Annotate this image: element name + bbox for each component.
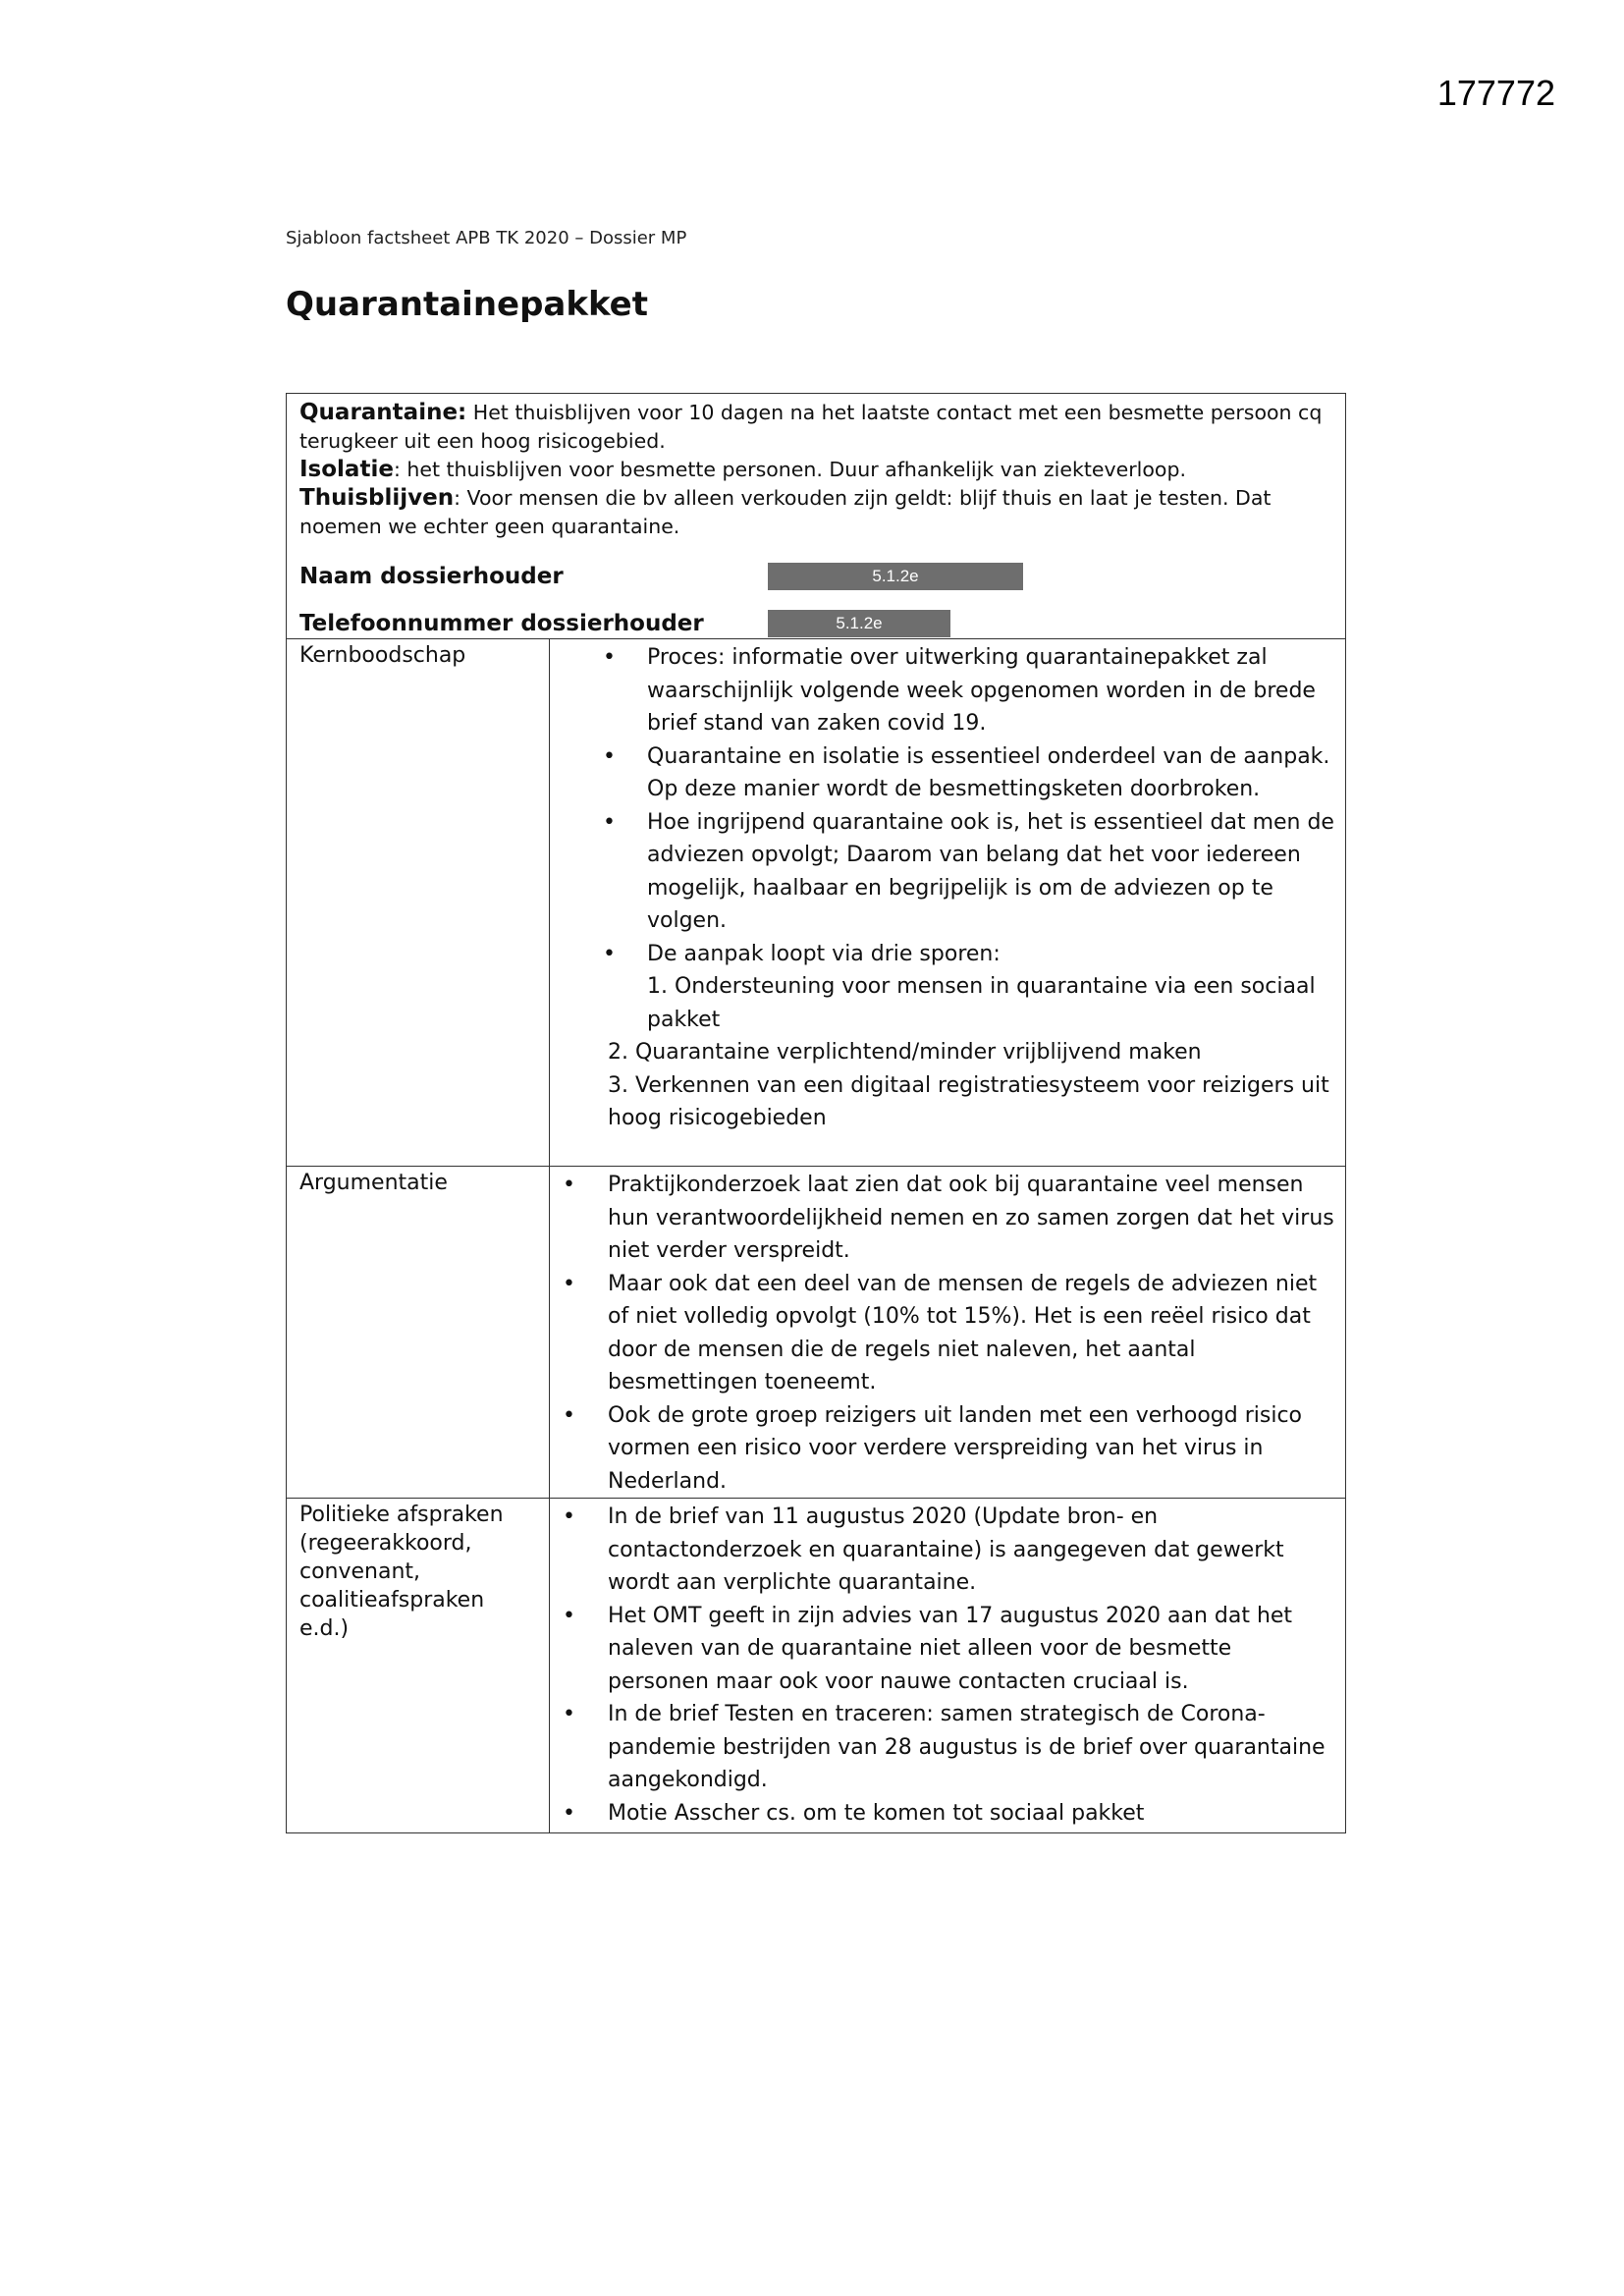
row-argumentatie	[287, 1167, 1345, 1499]
row-kernboodschap	[287, 639, 1345, 1167]
definition-isolatie	[299, 456, 1332, 484]
definition-text: : het thuisblijven voor besmette personen. Duur afhankelijk van ziekteverloop.	[393, 458, 1186, 481]
row-body-politieke-afspraken	[550, 1499, 1345, 1832]
definition-text: Het thuisblijven voor 10 dagen na het laatste contact met een besmette persoon cq terugkeer uit een hoog risicogebied.	[299, 401, 1323, 453]
factsheet-table	[286, 393, 1346, 1833]
row-body-argumentatie	[550, 1167, 1345, 1498]
term-quarantaine: Quarantaine:	[299, 400, 467, 425]
document-title: Quarantainepakket	[286, 285, 648, 324]
list-item: • De aanpak loopt via drie sporen:	[550, 938, 1335, 971]
term-isolatie: Isolatie	[299, 457, 394, 482]
holder-phone-label: Telefoonnummer dossierhouder	[299, 611, 704, 636]
holder-name-redaction: 5.1.2e	[768, 563, 1023, 590]
politieke-afspraken-list	[550, 1501, 1335, 1830]
definition-thuisblijven	[299, 484, 1332, 541]
list-item: • Praktijkonderzoek laat zien dat ook bij quarantaine veel mensen hun verantwoordelijkheid nemen en zo samen zorgen dat het virus niet verder verspreidt.	[550, 1169, 1335, 1268]
numbered-item: 2. Quarantaine verplichtend/minder vrijblijvend maken	[608, 1040, 1202, 1065]
definition-text: : Voor mensen die bv alleen verkouden zijn geldt: blijf thuis en laat je testen. Dat noemen we echter geen quarantaine.	[299, 486, 1272, 538]
row-politieke-afspraken	[287, 1499, 1345, 1832]
list-item: • Quarantaine en isolatie is essentieel onderdeel van de aanpak. Op deze manier wordt de besmettingsketen doorbroken.	[550, 740, 1335, 806]
list-item: • In de brief Testen en traceren: samen strategisch de Corona-pandemie bestrijden van 28 augustus is de brief over quarantaine aangekondigd.	[550, 1698, 1335, 1797]
running-header: Sjabloon factsheet APB TK 2020 – Dossier MP	[286, 228, 687, 248]
argumentatie-list	[550, 1169, 1335, 1498]
list-item: • Hoe ingrijpend quarantaine ook is, het is essentieel dat men de adviezen opvolgt; Daarom van belang dat het voor iedereen mogelijk, haalbaar en begrijpelijk is om de adviezen op te volgen.	[550, 806, 1335, 938]
row-label-argumentatie: Argumentatie	[287, 1167, 550, 1498]
list-item: • Maar ook dat een deel van de mensen de regels de adviezen niet of niet volledig opvolgt (10% tot 15%). Het is een reëel risico dat door de mensen die de regels niet naleven, het aantal besmettingen toeneemt.	[550, 1268, 1335, 1399]
page-number: 177772	[1436, 73, 1555, 113]
list-item: • Ook de grote groep reizigers uit landen met een verhoogd risico vormen een risico voor verdere verspreiding van het virus in Nederland.	[550, 1399, 1335, 1499]
definitions-block	[287, 394, 1345, 639]
list-item: • In de brief van 11 augustus 2020 (Update bron- en contactonderzoek en quarantaine) is aangegeven dat gewerkt wordt aan verplichte quarantaine.	[550, 1501, 1335, 1600]
list-item: • Het OMT geeft in zijn advies van 17 augustus 2020 aan dat het naleven van de quarantaine niet alleen voor de besmette personen maar ook voor nauwe contacten cruciaal is.	[550, 1600, 1335, 1699]
row-body-kernboodschap	[550, 639, 1345, 1166]
list-item: • Proces: informatie over uitwerking quarantainepakket zal waarschijnlijk volgende week opgenomen worden in de brede brief stand van zaken covid 19.	[550, 641, 1335, 740]
definition-quarantaine	[299, 399, 1332, 456]
holder-name-label: Naam dossierhouder	[299, 564, 564, 589]
row-label-kernboodschap: Kernboodschap	[287, 639, 550, 1166]
row-label-politieke-afspraken: Politieke afspraken (regeerakkoord, convenant, coalitieafspraken e.d.)	[287, 1499, 550, 1832]
holder-phone-redaction: 5.1.2e	[768, 610, 950, 637]
numbered-item: 3. Verkennen van een digitaal registratiesysteem voor reizigers uit hoog risicogebieden	[608, 1072, 1329, 1130]
term-thuisblijven: Thuisblijven	[299, 485, 455, 511]
numbered-item: 1. Ondersteuning voor mensen in quarantaine via een sociaal pakket	[647, 974, 1316, 1032]
kernboodschap-list	[550, 641, 1335, 970]
list-item: • Motie Asscher cs. om te komen tot sociaal pakket	[550, 1797, 1335, 1831]
